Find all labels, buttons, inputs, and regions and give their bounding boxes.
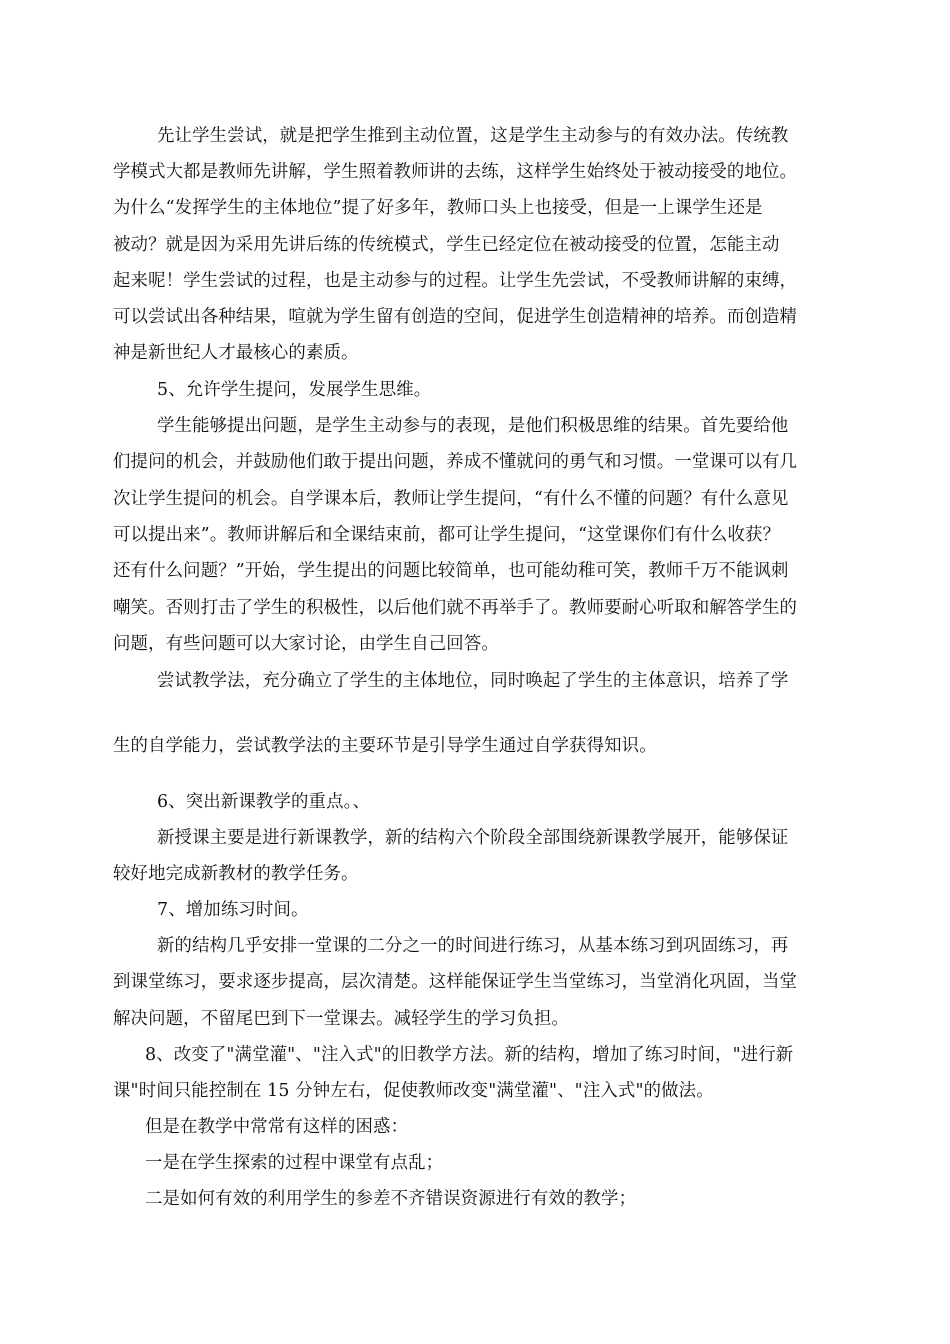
paragraph-line: 为什么“发挥学生的主体地位”提了好多年，教师口头上也接受，但是一上课学生还是 [113,198,763,218]
paragraph-line: 嘲笑。否则打击了学生的积极性，以后他们就不再举手了。教师要耐心听取和解答学生的 [113,598,798,618]
paragraph-line: 新授课主要是进行新课教学，新的结构六个阶段全部围绕新课教学展开，能够保证 [157,828,789,848]
paragraph-line: 解决问题，不留尾巴到下一堂课去。减轻学生的学习负担。 [113,1009,570,1029]
paragraph-line: 尝试教学法，充分确立了学生的主体地位，同时唤起了学生的主体意识，培养了学 [157,671,789,691]
paragraph-line: 可以尝试出各种结果，喧就为学生留有创造的空间，促进学生创造精神的培养。而创造精 [113,307,798,327]
paragraph-line: 学模式大都是教师先讲解，学生照着教师讲的去练，这样学生始终处于被动接受的地位。 [113,162,798,182]
paragraph-line: 神是新世纪人才最核心的素质。 [113,343,359,363]
paragraph-line: 较好地完成新教材的教学任务。 [113,864,359,884]
section-heading-7: 7、增加练习时间。 [157,900,309,920]
paragraph-line: 学生能够提出问题，是学生主动参与的表现，是他们积极思维的结果。首先要给他 [157,416,789,436]
paragraph-line: 二是如何有效的利用学生的参差不齐错误资源进行有效的教学； [145,1189,637,1209]
paragraph-line: 还有什么问题？”开始，学生提出的问题比较简单，也可能幼稚可笑，教师千万不能讽刺 [113,561,789,581]
paragraph-line: 起来呢！学生尝试的过程，也是主动参与的过程。让学生先尝试，不受教师讲解的束缚， [113,271,798,291]
paragraph-line: 生的自学能力，尝试教学法的主要环节是引导学生通过自学获得知识。 [113,736,657,756]
paragraph-line: 问题，有些问题可以大家讨论，由学生自己回答。 [113,634,499,654]
paragraph-line: 可以提出来”。教师讲解后和全课结束前，都可让学生提问，“这堂课你们有什么收获？ [113,525,781,545]
paragraph-line: 到课堂练习，要求逐步提高，层次清楚。这样能保证学生当堂练习，当堂消化巩固，当堂 [113,972,798,992]
paragraph-line: 被动？就是因为采用先讲后练的传统模式，学生已经定位在被动接受的位置，怎能主动 [113,235,780,255]
paragraph-line: 课"时间只能控制在 15 分钟左右，促使教师改变"满堂灌"、"注入式"的做法。 [113,1081,714,1101]
section-heading-6: 6、突出新课教学的重点。、 [157,792,371,812]
paragraph-line: 先让学生尝试，就是把学生推到主动位置，这是学生主动参与的有效办法。传统教 [157,126,789,146]
paragraph-line: 们提问的机会，并鼓励他们敢于提出问题，养成不懂就问的勇气和习惯。一堂课可以有几 [113,452,798,472]
section-heading-5: 5、允许学生提问，发展学生思维。 [157,380,432,400]
paragraph-line: 但是在教学中常常有这样的困惑： [145,1117,409,1137]
paragraph-line: 8、改变了"满堂灌"、"注入式"的旧教学方法。新的结构，增加了练习时间，"进行新 [145,1045,794,1065]
paragraph-line: 次让学生提问的机会。自学课本后，教师让学生提问，“有什么不懂的问题？有什么意见 [113,489,789,509]
paragraph-line: 一是在学生探索的过程中课堂有点乱； [145,1153,444,1173]
paragraph-line: 新的结构几乎安排一堂课的二分之一的时间进行练习，从基本练习到巩固练习，再 [157,936,789,956]
